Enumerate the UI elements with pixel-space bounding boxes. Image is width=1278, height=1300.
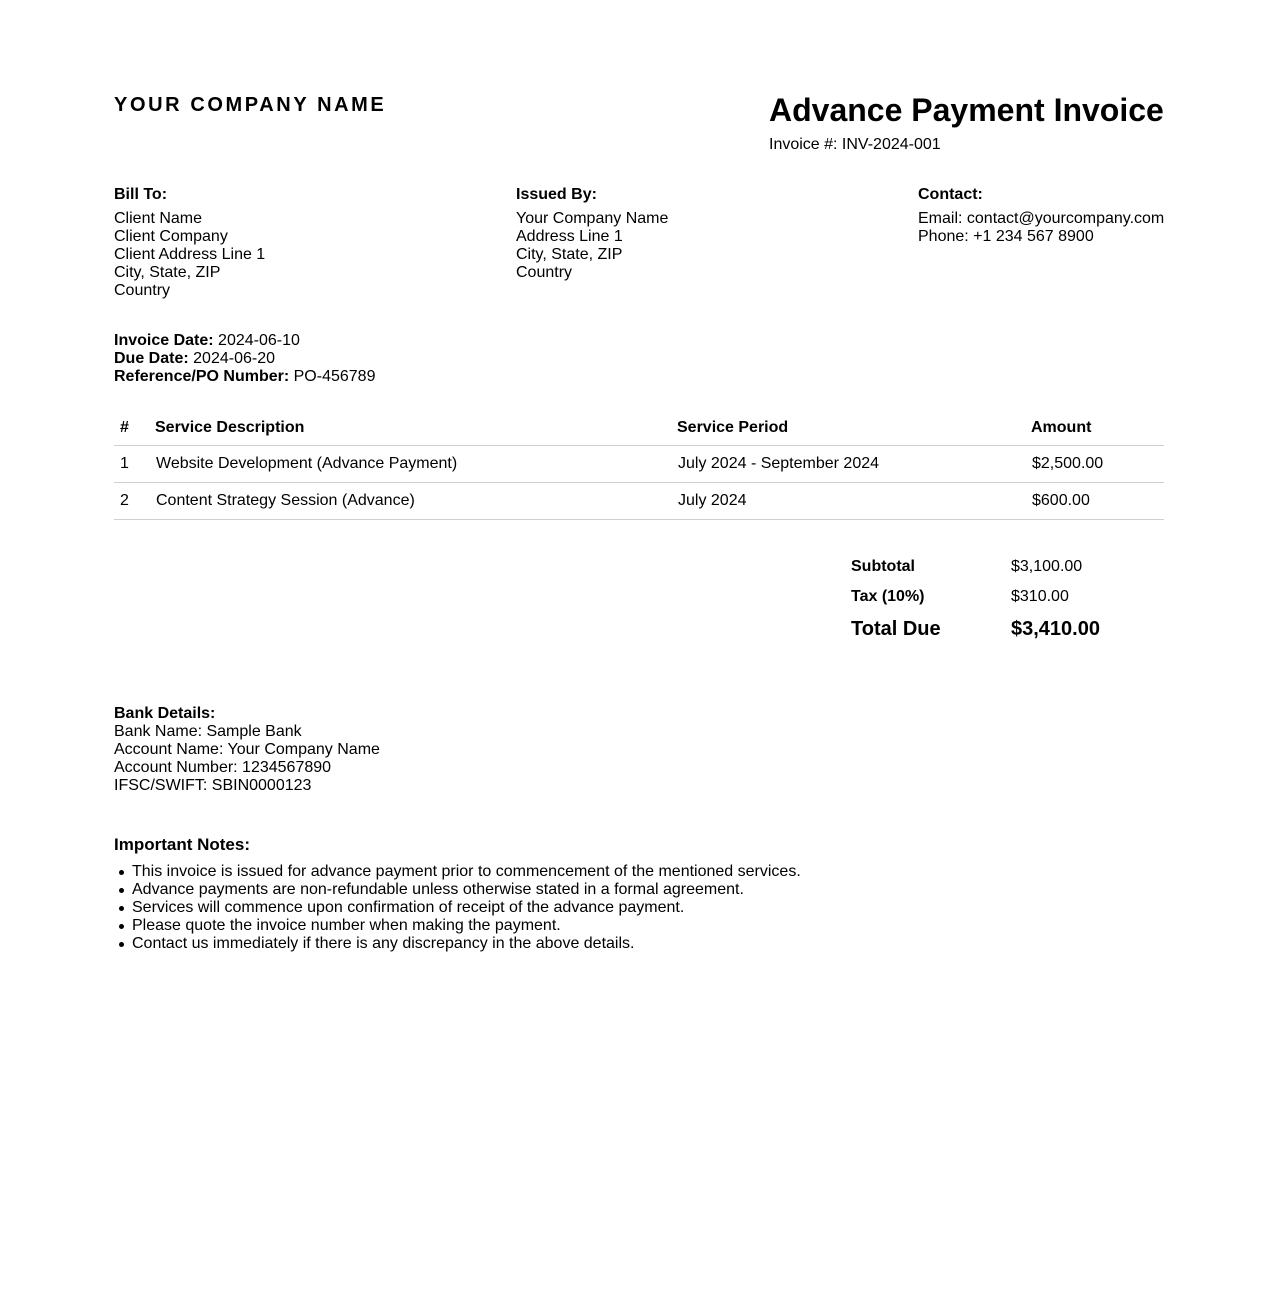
title-block	[769, 92, 1164, 154]
due-date-row	[114, 350, 375, 368]
bill-to-line: Country	[114, 282, 171, 299]
list-item: Services will commence upon confirmation of receipt of the advance payment.	[132, 899, 801, 917]
due-date-value: 2024-06-20	[193, 350, 275, 367]
row-amount: $600.00	[1031, 483, 1164, 520]
column-header-number: #	[114, 410, 155, 446]
column-header-amount: Amount	[1031, 410, 1164, 446]
bill-to-line: Client Company	[114, 228, 228, 245]
subtotal-value: $3,100.00	[1011, 558, 1083, 575]
reference-row	[114, 368, 375, 386]
invoice-dates	[114, 332, 375, 386]
issued-by-line: Country	[516, 264, 573, 281]
bank-line: Account Name: Your Company Name	[114, 741, 380, 758]
total-due-label: Total Due	[851, 618, 941, 640]
issued-by-heading: Issued By:	[516, 186, 597, 203]
totals-section	[851, 552, 1100, 646]
notes-list	[114, 863, 801, 953]
bank-details-heading: Bank Details:	[114, 705, 216, 722]
invoice-date-row	[114, 332, 375, 350]
contact-heading: Contact:	[918, 186, 983, 203]
subtotal-label: Subtotal	[851, 558, 915, 575]
bill-to-section	[114, 186, 265, 300]
bank-line: Account Number: 1234567890	[114, 759, 332, 776]
issued-by-line: Address Line 1	[516, 228, 623, 245]
issued-by-line: Your Company Name	[516, 210, 669, 227]
row-number: 2	[114, 483, 155, 520]
invoice-number: Invoice #: INV-2024-001	[769, 136, 941, 153]
issued-by-line: City, State, ZIP	[516, 246, 623, 263]
list-item: This invoice is issued for advance payment prior to commencement of the mentioned services.	[132, 863, 801, 880]
table-row	[114, 446, 1164, 483]
reference-value: PO-456789	[293, 368, 376, 385]
table-row	[114, 483, 1164, 520]
list-item: Contact us immediately if there is any discrepancy in the above details.	[132, 935, 801, 953]
contact-phone: Phone: +1 234 567 8900	[918, 228, 1094, 245]
bank-details	[114, 705, 380, 795]
bank-line: IFSC/SWIFT: SBIN0000123	[114, 777, 312, 794]
contact-email: Email: contact@yourcompany.com	[918, 210, 1165, 227]
subtotal-row	[851, 552, 1100, 582]
notes-heading: Important Notes:	[114, 835, 250, 854]
row-description: Website Development (Advance Payment)	[155, 446, 677, 483]
bank-line: Bank Name: Sample Bank	[114, 723, 302, 740]
list-item: Advance payments are non-refundable unless otherwise stated in a formal agreement.	[132, 881, 801, 899]
table-header-row	[114, 410, 1164, 446]
tax-label: Tax (10%)	[851, 588, 925, 605]
bill-to-line: Client Name	[114, 210, 203, 227]
reference-label: Reference/PO Number:	[114, 368, 290, 385]
invoice-date-label: Invoice Date:	[114, 332, 214, 349]
invoice-date-value: 2024-06-10	[218, 332, 300, 349]
list-item: Please quote the invoice number when making the payment.	[132, 917, 801, 935]
company-name: YOUR COMPANY NAME	[114, 94, 387, 116]
page-title: Advance Payment Invoice	[769, 92, 1164, 128]
tax-value: $310.00	[1011, 588, 1069, 605]
services-table	[114, 410, 1164, 520]
row-period: July 2024 - September 2024	[677, 446, 1031, 483]
bill-to-heading: Bill To:	[114, 186, 168, 203]
row-description: Content Strategy Session (Advance)	[155, 483, 677, 520]
tax-row	[851, 582, 1100, 612]
contact-section	[918, 186, 1164, 246]
bill-to-line: Client Address Line 1	[114, 246, 266, 263]
due-date-label: Due Date:	[114, 350, 189, 367]
column-header-description: Service Description	[155, 410, 677, 446]
total-due-value: $3,410.00	[1011, 618, 1100, 640]
row-amount: $2,500.00	[1031, 446, 1164, 483]
row-period: July 2024	[677, 483, 1031, 520]
column-header-period: Service Period	[677, 410, 1031, 446]
total-due-row	[851, 612, 1100, 646]
important-notes	[114, 836, 801, 953]
issued-by-section	[516, 186, 668, 282]
row-number: 1	[114, 446, 155, 483]
bill-to-line: City, State, ZIP	[114, 264, 221, 281]
